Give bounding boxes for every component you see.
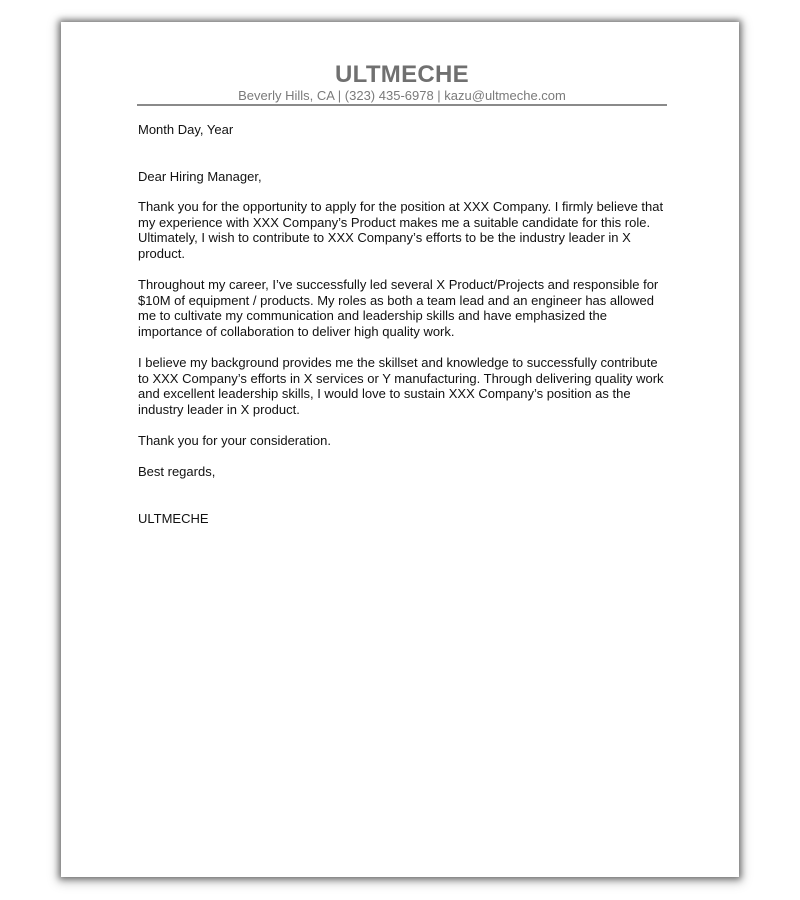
salutation: Dear Hiring Manager,	[138, 168, 262, 184]
body-paragraph: Throughout my career, I’ve successfully led several X Product/Projects and responsible for $10M of equipment / products. My roles as both a team lead and an engineer has allowed me to cultivate my communication and leadership skills and have emphasized the importance of collaboration to deliver high quality work.	[138, 277, 659, 339]
signature-name: ULTMECHE	[138, 510, 209, 526]
closing-line: Best regards,	[138, 463, 216, 479]
letter-body	[138, 122, 668, 526]
letter-date: Month Day, Year	[138, 122, 234, 137]
body-paragraph: I believe my background provides me the skillset and knowledge to successfully contribute to XXX Company’s efforts in X services or Y manufacturing. Through delivering quality work and excellent leadership skills, I would love to sustain XXX Company’s position as the industry leader in X product.	[138, 354, 664, 417]
letterhead	[137, 62, 667, 103]
header-divider	[137, 104, 667, 106]
sender-contact-line: Beverly Hills, CA | (323) 435-6978 | kazu@ultmeche.com	[238, 88, 566, 103]
thank-you-line: Thank you for your consideration.	[138, 432, 331, 448]
letter-page	[61, 22, 739, 877]
sender-name: ULTMECHE	[335, 61, 469, 88]
body-paragraph: Thank you for the opportunity to apply for the position at XXX Company. I firmly believe that my experience with XXX Company’s Product makes me a suitable candidate for this role. Ultimately, I wish to contribute to XXX Company’s efforts to be the industry leader in X product.	[138, 199, 664, 261]
